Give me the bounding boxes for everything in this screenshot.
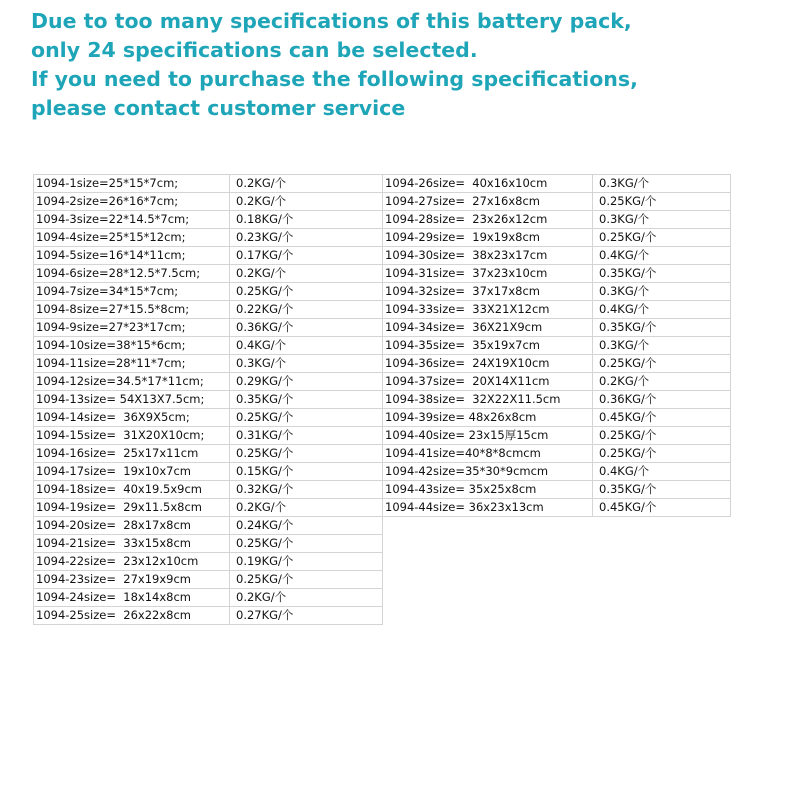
spec-size-cell: 1094-24size= 18x14x8cm [34,589,230,607]
spec-weight-cell: 0.35KG/个 [230,391,383,409]
spec-size-cell: 1094-7size=34*15*7cm; [34,283,230,301]
table-row [383,463,731,481]
table-row [383,499,731,517]
table-row [383,265,731,283]
spec-size-cell: 1094-35size= 35x19x7cm [383,337,593,355]
spec-weight-cell: 0.3KG/个 [230,355,383,373]
spec-size-cell: 1094-12size=34.5*17*11cm; [34,373,230,391]
spec-weight-cell: 0.25KG/个 [593,229,731,247]
spec-weight-cell: 0.2KG/个 [230,175,383,193]
spec-size-cell: 1094-42size=35*30*9cmcm [383,463,593,481]
table-row [34,229,383,247]
notice-message [31,7,791,123]
table-row [383,175,731,193]
spec-size-cell: 1094-14size= 36X9X5cm; [34,409,230,427]
spec-weight-cell: 0.2KG/个 [230,193,383,211]
spec-size-cell: 1094-38size= 32X22X11.5cm [383,391,593,409]
table-row [34,175,383,193]
spec-weight-cell: 0.3KG/个 [593,337,731,355]
spec-size-cell: 1094-34size= 36X21X9cm [383,319,593,337]
table-row [34,571,383,589]
spec-table-left [33,174,383,625]
table-row [34,499,383,517]
spec-size-cell: 1094-22size= 23x12x10cm [34,553,230,571]
spec-size-cell: 1094-1size=25*15*7cm; [34,175,230,193]
spec-weight-cell: 0.25KG/个 [593,427,731,445]
spec-weight-cell: 0.23KG/个 [230,229,383,247]
spec-size-cell: 1094-13size= 54X13X7.5cm; [34,391,230,409]
spec-size-cell: 1094-37size= 20X14X11cm [383,373,593,391]
table-row [383,229,731,247]
spec-weight-cell: 0.25KG/个 [230,571,383,589]
table-row [34,211,383,229]
spec-weight-cell: 0.4KG/个 [593,301,731,319]
spec-weight-cell: 0.15KG/个 [230,463,383,481]
spec-size-cell: 1094-43size= 35x25x8cm [383,481,593,499]
spec-weight-cell: 0.25KG/个 [593,445,731,463]
table-row [383,409,731,427]
spec-size-cell: 1094-9size=27*23*17cm; [34,319,230,337]
table-row [34,409,383,427]
spec-size-cell: 1094-2size=26*16*7cm; [34,193,230,211]
spec-weight-cell: 0.27KG/个 [230,607,383,625]
spec-size-cell: 1094-4size=25*15*12cm; [34,229,230,247]
spec-size-cell: 1094-16size= 25x17x11cm [34,445,230,463]
spec-size-cell: 1094-18size= 40x19.5x9cm [34,481,230,499]
spec-size-cell: 1094-29size= 19x19x8cm [383,229,593,247]
table-row [383,445,731,463]
table-row [383,355,731,373]
spec-size-cell: 1094-21size= 33x15x8cm [34,535,230,553]
table-row [34,283,383,301]
table-row [34,391,383,409]
spec-weight-cell: 0.2KG/个 [230,265,383,283]
spec-size-cell: 1094-31size= 37x23x10cm [383,265,593,283]
spec-weight-cell: 0.25KG/个 [593,355,731,373]
table-row [383,283,731,301]
table-row [383,211,731,229]
spec-weight-cell: 0.4KG/个 [593,463,731,481]
spec-weight-cell: 0.17KG/个 [230,247,383,265]
table-row [34,355,383,373]
spec-size-cell: 1094-26size= 40x16x10cm [383,175,593,193]
table-row [34,265,383,283]
table-row [383,391,731,409]
table-row [383,247,731,265]
spec-weight-cell: 0.24KG/个 [230,517,383,535]
spec-size-cell: 1094-10size=38*15*6cm; [34,337,230,355]
spec-weight-cell: 0.29KG/个 [230,373,383,391]
spec-size-cell: 1094-20size= 28x17x8cm [34,517,230,535]
table-row [34,301,383,319]
table-row [383,481,731,499]
spec-weight-cell: 0.31KG/个 [230,427,383,445]
table-row [34,319,383,337]
notice-line: only 24 specifications can be selected. [31,38,478,62]
table-row [34,517,383,535]
table-row [34,607,383,625]
spec-weight-cell: 0.35KG/个 [593,319,731,337]
table-row [383,301,731,319]
spec-size-cell: 1094-44size= 36x23x13cm [383,499,593,517]
spec-weight-cell: 0.18KG/个 [230,211,383,229]
spec-size-cell: 1094-27size= 27x16x8cm [383,193,593,211]
spec-weight-cell: 0.25KG/个 [593,193,731,211]
spec-size-cell: 1094-15size= 31X20X10cm; [34,427,230,445]
table-row [383,373,731,391]
notice-line: Due to too many specifications of this battery pack, [31,9,632,33]
spec-size-cell: 1094-30size= 38x23x17cm [383,247,593,265]
spec-weight-cell: 0.3KG/个 [593,211,731,229]
table-row [34,589,383,607]
spec-weight-cell: 0.2KG/个 [593,373,731,391]
spec-size-cell: 1094-39size= 48x26x8cm [383,409,593,427]
table-row [383,337,731,355]
spec-size-cell: 1094-23size= 27x19x9cm [34,571,230,589]
notice-line: If you need to purchase the following specifications, [31,67,638,91]
table-row [383,193,731,211]
spec-weight-cell: 0.25KG/个 [230,283,383,301]
spec-weight-cell: 0.45KG/个 [593,409,731,427]
spec-size-cell: 1094-6size=28*12.5*7.5cm; [34,265,230,283]
spec-size-cell: 1094-36size= 24X19X10cm [383,355,593,373]
spec-size-cell: 1094-28size= 23x26x12cm [383,211,593,229]
table-row [34,373,383,391]
spec-weight-cell: 0.2KG/个 [230,589,383,607]
table-row [34,553,383,571]
spec-weight-cell: 0.22KG/个 [230,301,383,319]
table-row [34,463,383,481]
spec-weight-cell: 0.35KG/个 [593,481,731,499]
table-row [34,481,383,499]
table-row [34,193,383,211]
spec-weight-cell: 0.4KG/个 [230,337,383,355]
spec-size-cell: 1094-3size=22*14.5*7cm; [34,211,230,229]
spec-weight-cell: 0.25KG/个 [230,409,383,427]
spec-size-cell: 1094-41size=40*8*8cmcm [383,445,593,463]
spec-weight-cell: 0.36KG/个 [593,391,731,409]
table-row [383,319,731,337]
spec-weight-cell: 0.36KG/个 [230,319,383,337]
spec-weight-cell: 0.3KG/个 [593,283,731,301]
spec-size-cell: 1094-17size= 19x10x7cm [34,463,230,481]
table-row [383,427,731,445]
table-row [34,445,383,463]
spec-size-cell: 1094-11size=28*11*7cm; [34,355,230,373]
spec-size-cell: 1094-40size= 23x15厚15cm [383,427,593,445]
spec-weight-cell: 0.45KG/个 [593,499,731,517]
table-row [34,337,383,355]
spec-size-cell: 1094-25size= 26x22x8cm [34,607,230,625]
spec-weight-cell: 0.3KG/个 [593,175,731,193]
spec-weight-cell: 0.2KG/个 [230,499,383,517]
spec-weight-cell: 0.32KG/个 [230,481,383,499]
spec-weight-cell: 0.35KG/个 [593,265,731,283]
spec-table-right [382,174,731,517]
table-row [34,535,383,553]
spec-weight-cell: 0.19KG/个 [230,553,383,571]
spec-weight-cell: 0.25KG/个 [230,535,383,553]
spec-size-cell: 1094-19size= 29x11.5x8cm [34,499,230,517]
table-row [34,247,383,265]
notice-line: please contact customer service [31,96,406,120]
spec-size-cell: 1094-32size= 37x17x8cm [383,283,593,301]
spec-size-cell: 1094-5size=16*14*11cm; [34,247,230,265]
spec-size-cell: 1094-33size= 33X21X12cm [383,301,593,319]
spec-weight-cell: 0.4KG/个 [593,247,731,265]
spec-size-cell: 1094-8size=27*15.5*8cm; [34,301,230,319]
table-row [34,427,383,445]
spec-weight-cell: 0.25KG/个 [230,445,383,463]
